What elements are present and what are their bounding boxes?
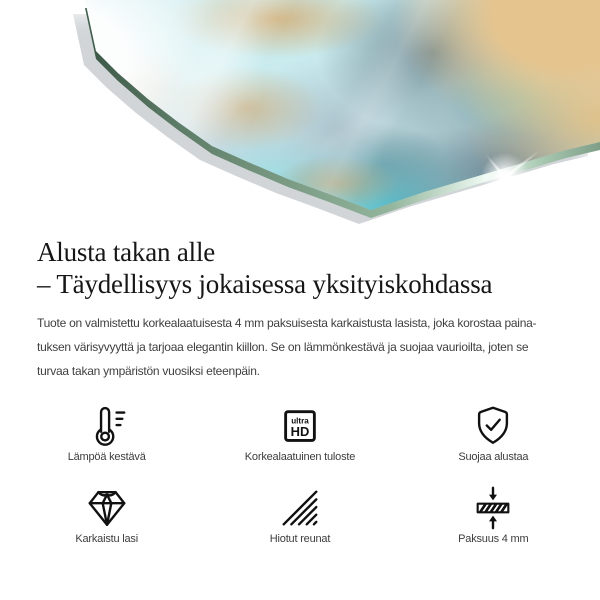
- feature-label: Lämpöä kestävä: [67, 451, 146, 463]
- feature-high-quality-print: [203, 403, 396, 471]
- page-title-line-1: Alusta takan alle: [37, 237, 216, 267]
- feature-label: Karkaistu lasi: [75, 533, 138, 545]
- polished-edges-icon: [277, 485, 323, 531]
- feature-label: Hiotut reunat: [269, 533, 331, 545]
- description-line: tuksen värisyvyyttä ja tarjoaa elegantin kiillon. Se on lämmönkestävä ja suojaa vaurioilta, joten se: [37, 340, 529, 354]
- feature-tempered-glass: [10, 485, 203, 553]
- svg-text:HD: HD: [290, 424, 310, 440]
- description-line: Tuote on valmistettu korkealaatuisesta 4 mm paksuisesta karkaistusta lasista, joka korostaa paina-: [37, 316, 537, 330]
- thermometer-icon: [84, 403, 130, 449]
- feature-heat-resistant: [10, 403, 203, 471]
- page-title-line-2: – Täydellisyys jokaisessa yksityiskohdassa: [37, 269, 493, 299]
- feature-label: Suojaa alustaa: [458, 451, 529, 463]
- feature-protects-surface: [397, 403, 590, 471]
- feature-label: Korkealaatuinen tuloste: [244, 451, 356, 463]
- ultra-hd-icon: [277, 403, 323, 449]
- diamond-icon: [84, 485, 130, 531]
- description-line: turvaa takan ympäristön vuosiksi eteenpäin.: [37, 364, 260, 378]
- feature-thickness: [397, 485, 590, 553]
- feature-polished-edges: [203, 485, 396, 553]
- product-image: [0, 0, 600, 235]
- thickness-icon: [470, 485, 516, 531]
- sparkle-ray: [485, 153, 526, 201]
- shield-check-icon: [470, 403, 516, 449]
- product-description: [37, 311, 536, 383]
- feature-label: Paksuus 4 mm: [458, 533, 529, 545]
- sparkle-glint-icon: [460, 132, 550, 222]
- page-title: [37, 236, 492, 300]
- svg-text:ultra: ultra: [291, 416, 309, 426]
- feature-grid: [10, 403, 590, 553]
